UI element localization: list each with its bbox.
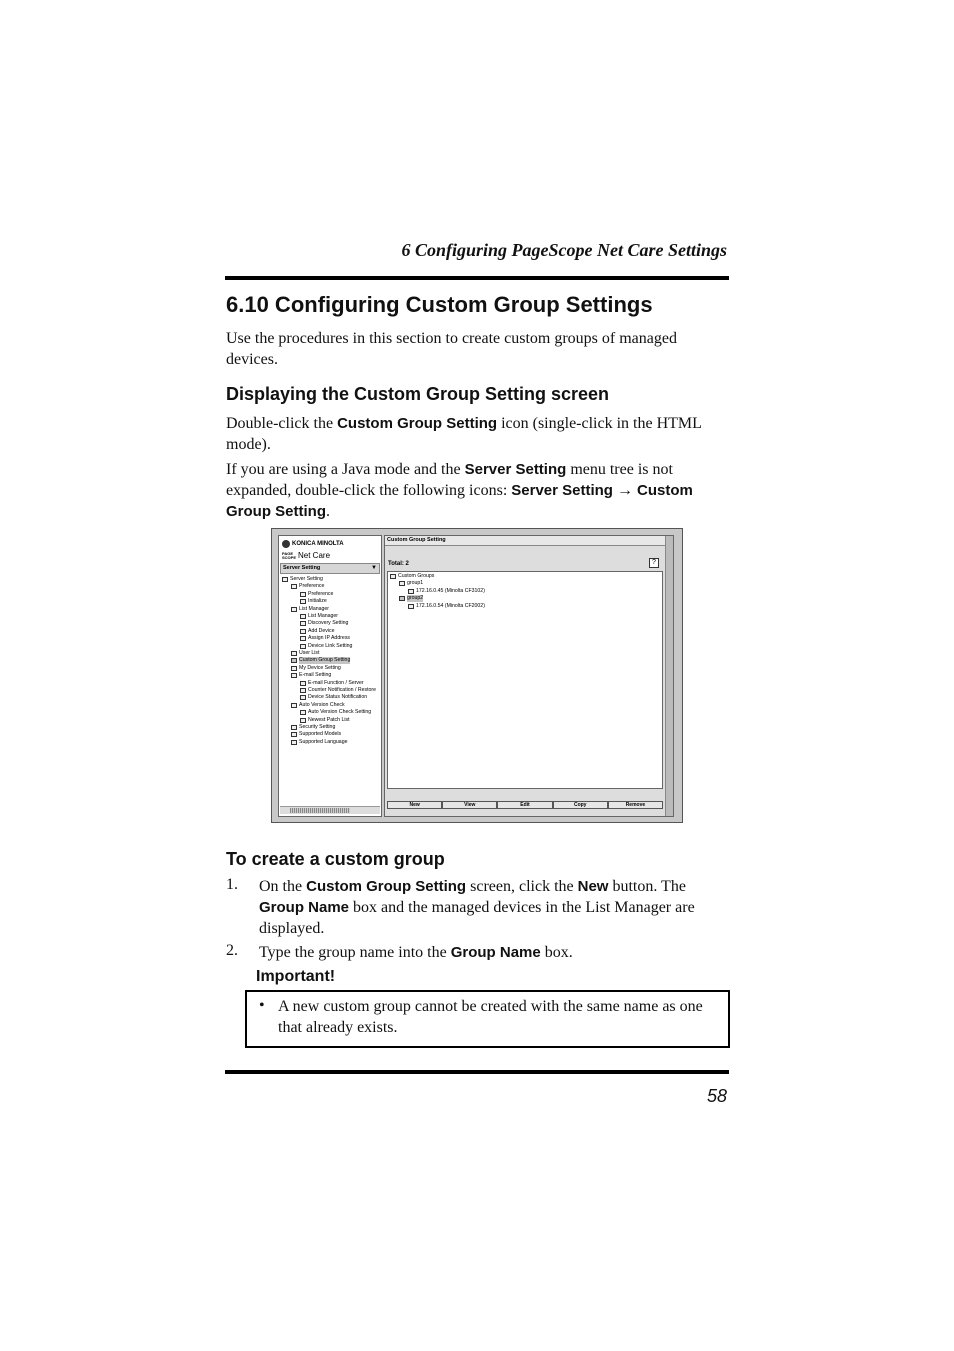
section-title: 6.10 Configuring Custom Group Settings (226, 292, 653, 317)
text: box. (540, 944, 573, 961)
text: box and the managed devices in the List Manager are displayed. (259, 899, 695, 937)
tree-item[interactable] (291, 583, 324, 590)
tree-item[interactable] (291, 672, 331, 679)
tree-item[interactable] (300, 620, 348, 627)
text: button. The (608, 878, 686, 895)
item-icon (291, 740, 297, 745)
tree-item-label: Server Setting (290, 576, 323, 582)
item-icon (291, 651, 297, 656)
item-icon (300, 695, 306, 700)
text: Type the group name into the (259, 944, 451, 961)
left-pane (278, 535, 382, 817)
tree-item-label: List Manager (308, 613, 338, 619)
tree-item-label: Preference (308, 590, 334, 597)
remove-button[interactable]: Remove (608, 801, 663, 809)
copy-button[interactable]: Copy (553, 801, 608, 809)
group-item-label: group2 (407, 595, 424, 602)
button-row (387, 801, 663, 809)
arrow: → (612, 482, 637, 499)
important-text: A new custom group cannot be created with the same name as one that already exists. (278, 998, 703, 1036)
tree-item[interactable] (291, 657, 350, 664)
text: icon (single-click in the HTML mode). (226, 415, 702, 453)
tree-item[interactable] (300, 717, 350, 724)
folder-icon (282, 577, 288, 582)
tree-item[interactable] (300, 613, 338, 620)
tree-item-label: Supported Models (299, 731, 342, 738)
tree-item[interactable] (300, 598, 327, 605)
bold-term: Group Name (259, 899, 350, 916)
tree-item-label: E-mail Function / Server (308, 679, 364, 686)
tree-item[interactable] (282, 576, 323, 583)
group-item-label: Custom Groups (398, 573, 435, 579)
menu-dropdown[interactable] (280, 563, 380, 574)
scroll-thumb[interactable] (290, 808, 350, 813)
item-icon (300, 621, 306, 626)
display-paragraph-1 (226, 413, 726, 455)
panel-title: Custom Group Setting (385, 536, 673, 546)
app-brand (282, 551, 330, 560)
printer-icon (408, 604, 414, 609)
item-icon (300, 592, 306, 597)
tree-item-label: Assign IP Address (308, 635, 351, 642)
step-1 (259, 876, 727, 939)
edit-button[interactable]: Edit (497, 801, 552, 809)
intro-text: Use the procedures in this section to create custom groups of managed devices. (226, 330, 677, 368)
folder-icon (399, 596, 405, 601)
horizontal-scrollbar[interactable] (280, 806, 380, 814)
step-number: 2. (226, 942, 238, 959)
item-icon (300, 718, 306, 723)
group-item-label: 172.16.0.54 (Minolta CF2002) (416, 602, 485, 609)
create-heading: To create a custom group (226, 849, 445, 869)
group-item[interactable] (408, 603, 485, 610)
bold-term: Server Setting (511, 482, 613, 499)
text: screen, click the (466, 878, 578, 895)
page-number: 58 (706, 1086, 727, 1106)
tree-item[interactable] (291, 739, 347, 746)
bold-term: Custom Group Setting (337, 415, 498, 432)
tree-item-label: User List (299, 650, 320, 656)
item-icon (300, 599, 306, 604)
vertical-scrollbar[interactable] (665, 536, 673, 816)
tree-item-label: Auto Version Check (299, 701, 345, 708)
group-item-label: group1 (407, 580, 424, 587)
footer-rule (225, 1070, 729, 1074)
tree-item-label: My Device Setting (299, 664, 341, 671)
tree-item-label: E-mail Setting (299, 672, 332, 679)
item-icon (291, 725, 297, 730)
header-rule (225, 276, 729, 280)
item-icon (300, 710, 306, 715)
tree-item[interactable] (291, 606, 329, 613)
bold-term: Custom Group Setting (226, 482, 693, 520)
help-icon[interactable]: ? (649, 558, 659, 568)
menu-tree (280, 576, 380, 808)
folder-icon (399, 581, 405, 586)
tree-item[interactable] (300, 591, 333, 598)
tree-item[interactable] (300, 694, 367, 701)
folder-icon (291, 584, 297, 589)
tree-item[interactable] (291, 665, 341, 672)
new-button[interactable]: New (387, 801, 442, 809)
tree-item-label: Device Status Notification (308, 694, 368, 701)
tree-item[interactable] (300, 628, 335, 635)
text: Double-click the (226, 415, 338, 432)
tree-item-label: Newest Patch List (308, 716, 350, 723)
folder-icon (291, 703, 297, 708)
important-label: Important! (256, 968, 336, 985)
text: menu tree is not expanded, double-click the following icons: (226, 461, 673, 499)
screenshot-figure (271, 528, 683, 823)
display-heading: Displaying the Custom Group Setting screen (226, 384, 610, 404)
step-number: 1. (226, 876, 238, 893)
tree-item[interactable] (291, 724, 335, 731)
bold-term: Group Name (450, 944, 541, 961)
bullet: • (259, 997, 265, 1014)
printer-icon (408, 589, 414, 594)
tree-item[interactable] (300, 680, 364, 687)
right-pane (384, 535, 674, 817)
folder-icon (291, 673, 297, 678)
app-mark: PAGE SCOPE (282, 550, 297, 560)
group-item[interactable] (408, 588, 485, 595)
tree-item-label: Add Device (308, 627, 335, 634)
item-icon (300, 644, 306, 649)
running-header: 6 Configuring PageScope Net Care Settings (401, 240, 727, 260)
section-intro (226, 328, 726, 370)
chevron-down-icon: ▼ (371, 565, 377, 571)
item-icon (300, 629, 306, 634)
tree-item[interactable] (291, 650, 319, 657)
logo-text: KONICA MINOLTA (292, 541, 344, 547)
display-paragraph-2 (226, 459, 726, 522)
tree-item[interactable] (300, 709, 371, 716)
group-item[interactable] (399, 580, 423, 587)
tree-item-label: Supported Language (299, 738, 348, 745)
tree-item-label: Discovery Setting (308, 620, 349, 627)
bold-term: New (577, 878, 609, 895)
tree-item-label: Custom Group Setting (299, 657, 351, 664)
item-icon (300, 688, 306, 693)
tree-item-label: List Manager (299, 605, 329, 612)
text: . (326, 503, 330, 520)
tree-item[interactable] (300, 635, 350, 642)
step-2 (259, 942, 727, 963)
bold-term: Server Setting (464, 461, 567, 478)
group-item[interactable] (390, 573, 434, 580)
bold-term: Custom Group Setting (306, 878, 467, 895)
folder-icon (390, 574, 396, 579)
group-list (387, 571, 663, 789)
menu-label: Server Setting (283, 565, 321, 571)
folder-icon (291, 607, 297, 612)
tree-item-label: Auto Version Check Setting (308, 709, 372, 716)
group-item-label: 172.16.0.45 (Minolta CF3102) (416, 587, 485, 594)
text: If you are using a Java mode and the (226, 461, 465, 478)
item-icon (291, 666, 297, 671)
group-item[interactable] (399, 595, 423, 602)
item-icon (291, 732, 297, 737)
tree-item-label: Device Link Setting (308, 642, 353, 649)
tree-item-label: Preference (299, 583, 325, 590)
item-icon (300, 681, 306, 686)
logo-icon (282, 540, 290, 548)
tree-item[interactable] (300, 643, 352, 650)
tree-item-label: Initialize (308, 598, 327, 605)
text: On the (259, 878, 307, 895)
item-icon (300, 636, 306, 641)
item-icon (300, 614, 306, 619)
item-icon (291, 658, 297, 663)
tree-item[interactable] (300, 687, 376, 694)
total-count: Total: 2 (388, 561, 409, 567)
tree-item-label: Counter Notification / Restore (308, 687, 377, 693)
brand-logo (282, 539, 344, 549)
app-name: Net Care (298, 551, 331, 560)
tree-item[interactable] (291, 702, 345, 709)
view-button[interactable]: View (442, 801, 497, 809)
tree-item[interactable] (291, 731, 341, 738)
tree-item-label: Security Setting (299, 724, 336, 730)
